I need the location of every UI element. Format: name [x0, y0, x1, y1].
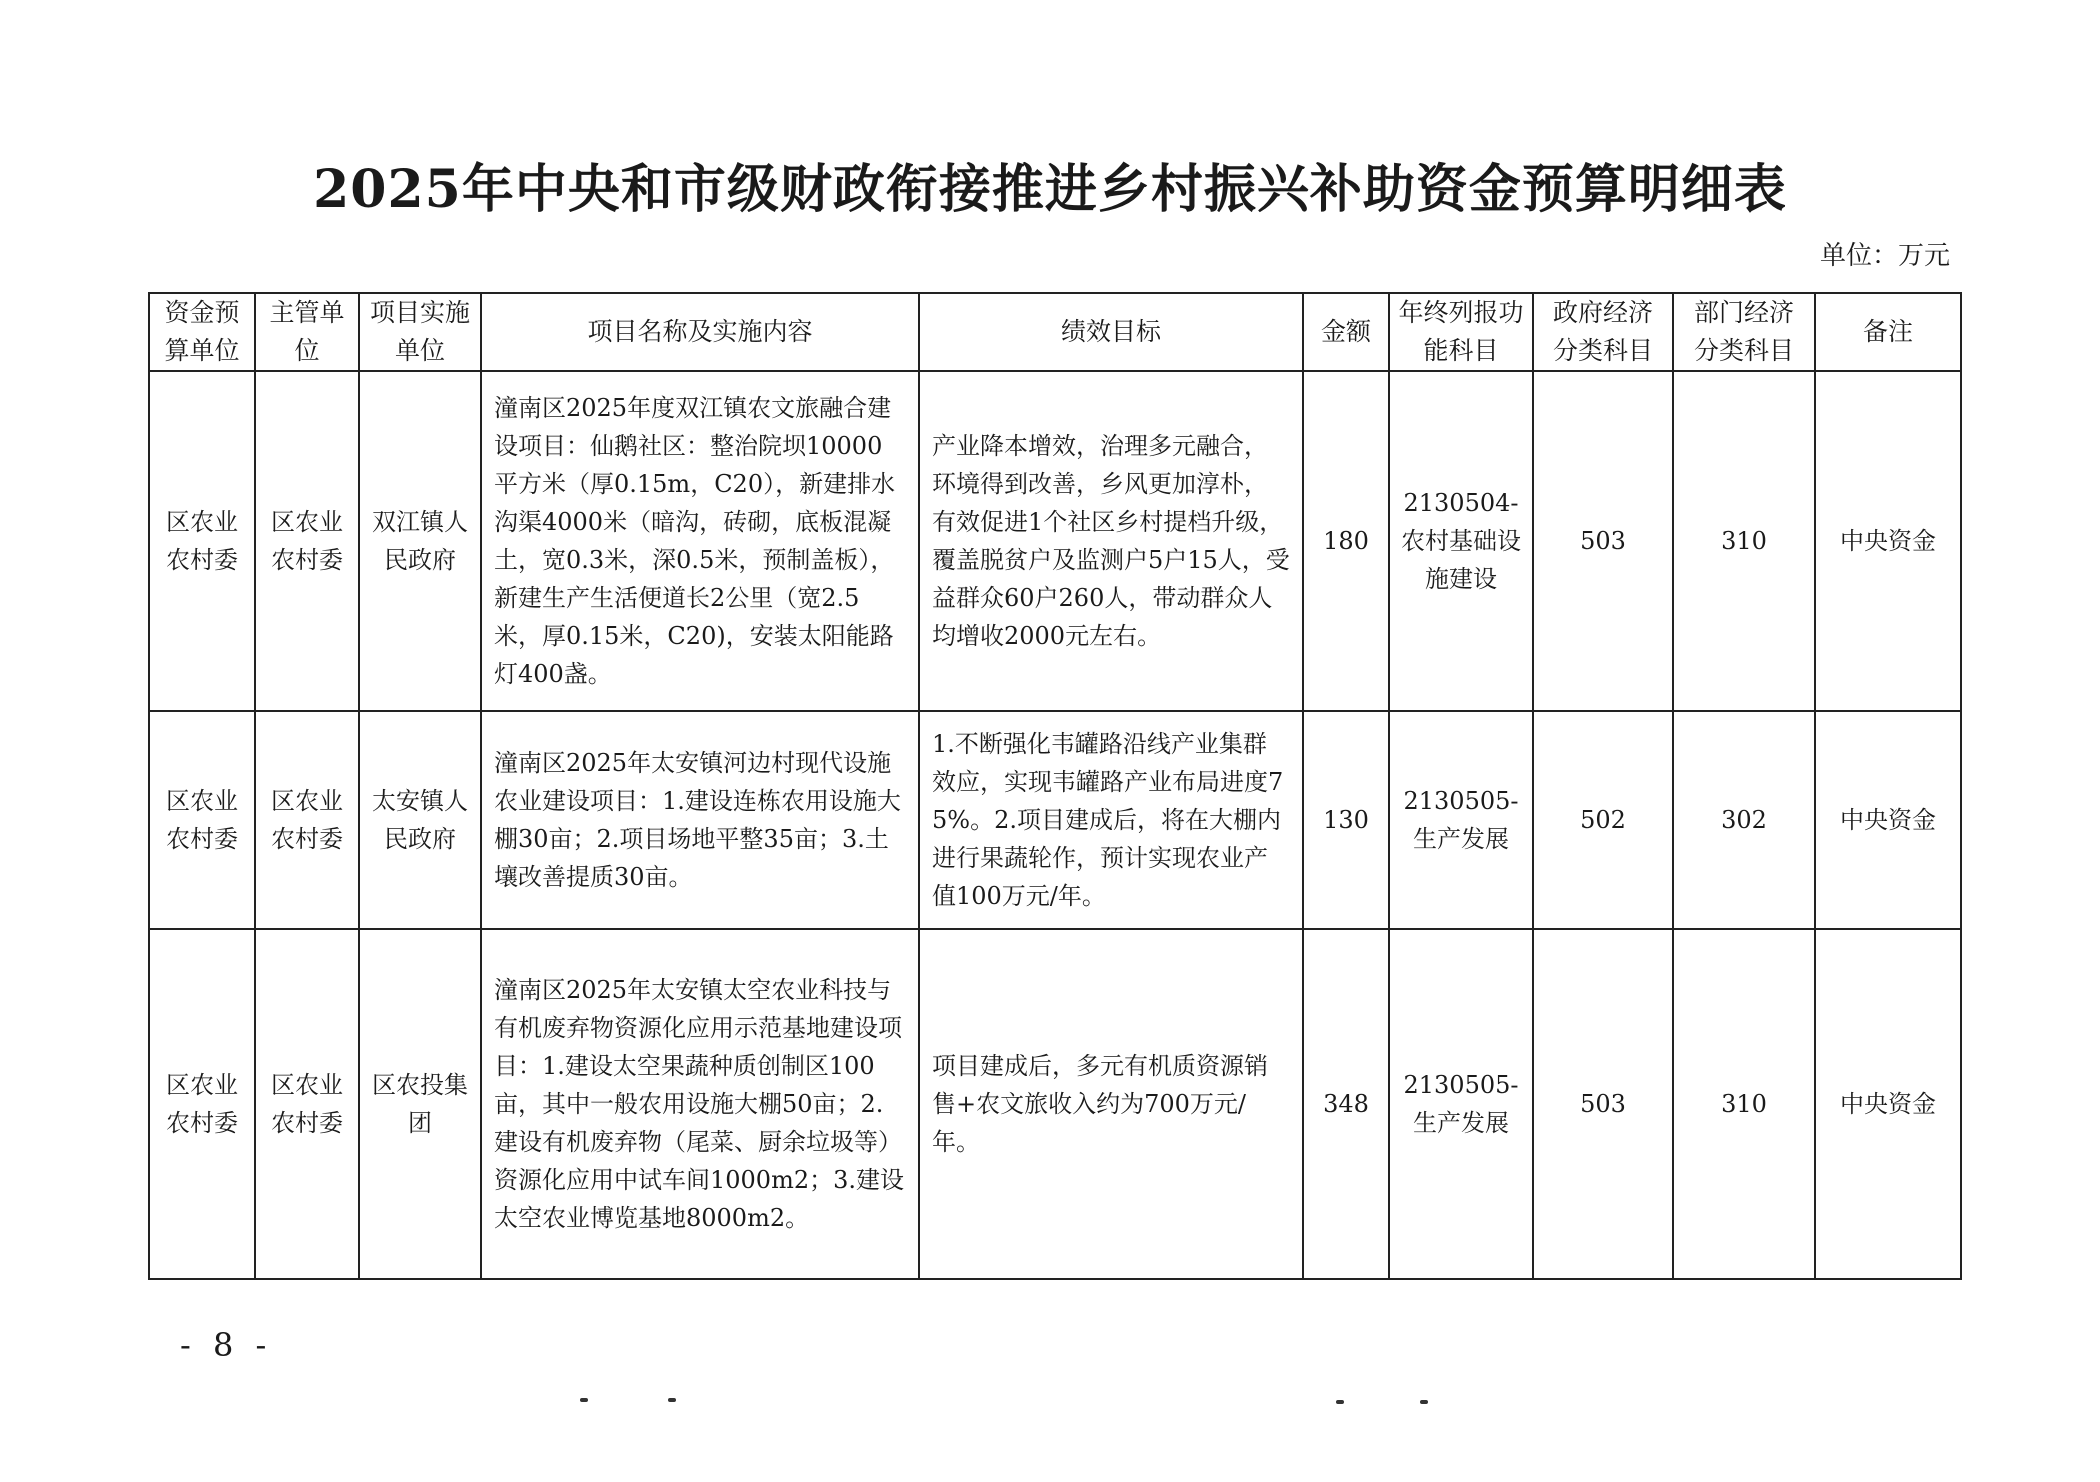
cell-implementer: 区农投集团 [359, 929, 481, 1279]
cell-supervisor: 区农业农村委 [255, 929, 359, 1279]
cell-amount: 130 [1303, 711, 1389, 929]
cell-note: 中央资金 [1815, 711, 1961, 929]
cell-implementer: 太安镇人民政府 [359, 711, 481, 929]
cell-supervisor: 区农业农村委 [255, 711, 359, 929]
cell-goal: 1.不断强化韦罐路沿线产业集群效应，实现韦罐路产业布局进度75%。2.项目建成后，将在大棚内进行果蔬轮作，预计实现农业产值100万元/年。 [919, 711, 1303, 929]
col-header-implementer: 项目实施单位 [359, 293, 481, 371]
col-header-budget-unit: 资金预算单位 [149, 293, 255, 371]
cell-dept-econ: 310 [1673, 929, 1815, 1279]
table-header-row [149, 293, 1961, 371]
cell-supervisor: 区农业农村委 [255, 371, 359, 711]
cell-dept-econ: 310 [1673, 371, 1815, 711]
table-row [149, 371, 1961, 711]
cell-goal: 产业降本增效，治理多元融合，环境得到改善，乡风更加淳朴，有效促进1个社区乡村提档升级，覆盖脱贫户及监测户5户15人，受益群众60户260人，带动群众人均增收2000元左右。 [919, 371, 1303, 711]
cell-gov-econ: 502 [1533, 711, 1673, 929]
col-header-content: 项目名称及实施内容 [481, 293, 919, 371]
cell-implementer: 双江镇人民政府 [359, 371, 481, 711]
scan-mark [668, 1398, 676, 1402]
table-row [149, 929, 1961, 1279]
col-header-gov-econ: 政府经济分类科目 [1533, 293, 1673, 371]
col-header-dept-econ: 部门经济分类科目 [1673, 293, 1815, 371]
cell-gov-econ: 503 [1533, 929, 1673, 1279]
cell-function-subject: 2130505-生产发展 [1389, 711, 1533, 929]
col-header-amount: 金额 [1303, 293, 1389, 371]
cell-amount: 348 [1303, 929, 1389, 1279]
page-title: 2025年中央和市级财政衔接推进乡村振兴补助资金预算明细表 [313, 159, 1787, 220]
cell-gov-econ: 503 [1533, 371, 1673, 711]
budget-table [148, 292, 1962, 1280]
page-number: - 8 - [180, 1326, 273, 1364]
table-row [149, 711, 1961, 929]
scan-mark [580, 1398, 588, 1402]
cell-budget-unit: 区农业农村委 [149, 711, 255, 929]
col-header-goal: 绩效目标 [919, 293, 1303, 371]
cell-function-subject: 2130505-生产发展 [1389, 929, 1533, 1279]
cell-content: 潼南区2025年度双江镇农文旅融合建设项目：仙鹅社区：整治院坝10000平方米（厚0.15m，C20），新建排水沟渠4000米（暗沟，砖砌，底板混凝土，宽0.3米，深0.5米，预制盖板），新建生产生活便道长2公里（宽2.5米，厚0.15米，C20)，安装太阳能路灯400盏。 [481, 371, 919, 711]
cell-content: 潼南区2025年太安镇河边村现代设施农业建设项目：1.建设连栋农用设施大棚30亩；2.项目场地平整35亩；3.土壤改善提质30亩。 [481, 711, 919, 929]
unit-label: 单位：万元 [1819, 241, 1950, 271]
cell-function-subject: 2130504-农村基础设施建设 [1389, 371, 1533, 711]
col-header-supervisor: 主管单位 [255, 293, 359, 371]
cell-note: 中央资金 [1815, 371, 1961, 711]
cell-content: 潼南区2025年太安镇太空农业科技与有机废弃物资源化应用示范基地建设项目：1.建设太空果蔬种质创制区100亩，其中一般农用设施大棚50亩；2.建设有机废弃物（尾菜、厨余垃圾等）资源化应用中试车间1000m2；3.建设太空农业博览基地8000m2。 [481, 929, 919, 1279]
cell-dept-econ: 302 [1673, 711, 1815, 929]
col-header-function-subject: 年终列报功能科目 [1389, 293, 1533, 371]
cell-note: 中央资金 [1815, 929, 1961, 1279]
cell-goal: 项目建成后，多元有机质资源销售+农文旅收入约为700万元/年。 [919, 929, 1303, 1279]
scan-mark [1420, 1400, 1428, 1404]
cell-budget-unit: 区农业农村委 [149, 929, 255, 1279]
scan-mark [1336, 1400, 1344, 1404]
cell-amount: 180 [1303, 371, 1389, 711]
col-header-note: 备注 [1815, 293, 1961, 371]
cell-budget-unit: 区农业农村委 [149, 371, 255, 711]
